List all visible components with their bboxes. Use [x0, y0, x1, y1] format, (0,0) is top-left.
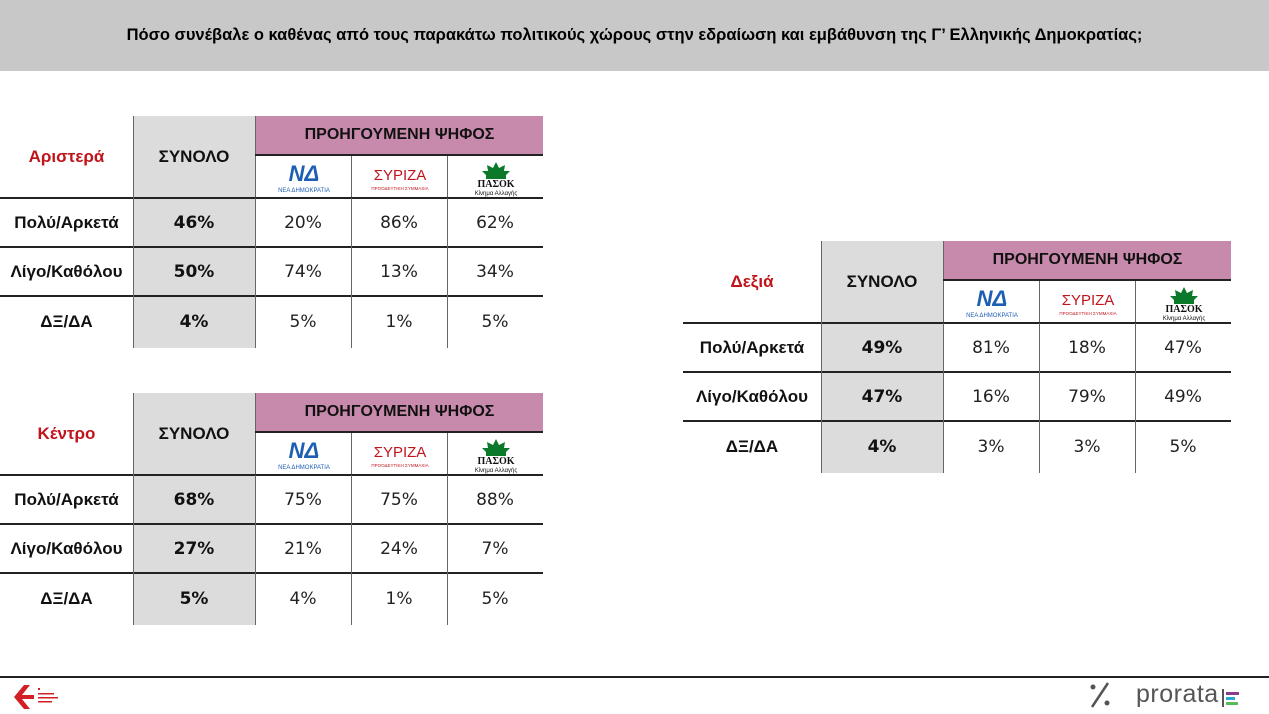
- table-left: [0, 116, 543, 348]
- divider: [133, 116, 134, 348]
- table-row: [0, 573, 543, 625]
- table-header: [683, 241, 1231, 323]
- footer-divider: [0, 676, 1269, 678]
- nd-value: 21%: [284, 538, 322, 559]
- prorata-logo: [1136, 680, 1240, 709]
- syriza-value: 24%: [380, 538, 418, 559]
- total-value: 27%: [133, 524, 255, 573]
- party-logos: [943, 279, 1231, 323]
- header-bar: [0, 0, 1269, 71]
- row-label: Λίγο/Καθόλου: [10, 261, 123, 281]
- syriza-logo-name: ΣΥΡΙΖΑ: [373, 167, 426, 184]
- nd-logo-icon: [943, 281, 1039, 325]
- total-value: 5%: [133, 573, 255, 625]
- previous-vote-label: ΠΡΟΗΓΟΥΜΕΝΗ ΨΗΦΟΣ: [255, 116, 543, 154]
- syriza-value: 1%: [385, 589, 413, 609]
- previous-vote-header: [255, 393, 543, 475]
- divider: [683, 322, 1231, 324]
- pasok-logo-icon: [1135, 281, 1231, 325]
- table-row: [0, 198, 543, 247]
- group-label: Κέντρο: [37, 424, 96, 443]
- divider: [0, 474, 543, 476]
- syriza-value: 1%: [385, 312, 413, 332]
- nd-value: 81%: [972, 337, 1010, 358]
- divider: [1135, 323, 1136, 473]
- nd-value: 75%: [284, 489, 322, 510]
- party-logos: [255, 154, 543, 198]
- pasok-value: 5%: [481, 589, 509, 609]
- svg-text:ΝΔ: ΝΔ: [288, 161, 319, 186]
- table-row: [683, 421, 1231, 473]
- divider: [943, 323, 944, 473]
- total-value: 4%: [133, 296, 255, 348]
- page-title: Πόσο συνέβαλε ο καθένας από τους παρακάτω πολιτικούς χώρους στην εδραίωση και εμβάθυνση της Γ’ Ελληνικής Δημοκρατίας;: [126, 26, 1143, 44]
- total-value: 49%: [821, 323, 943, 372]
- divider: [351, 198, 352, 348]
- syriza-value: 18%: [1068, 337, 1106, 358]
- pasok-value: 7%: [481, 538, 509, 559]
- pasok-logo-name: ΠΑΣΟΚ: [476, 179, 515, 190]
- nd-logo-icon: [255, 156, 351, 200]
- syriza-value: 13%: [380, 261, 418, 282]
- row-label: Πολύ/Αρκετά: [14, 212, 119, 232]
- divider: [683, 371, 1231, 373]
- table-row: [0, 524, 543, 573]
- syriza-logo-text: ΠΡΟΟΔΕΥΤΙΚΗ ΣΥΜΜΑΧΙΑ: [1058, 311, 1117, 316]
- row-label: Λίγο/Καθόλου: [10, 538, 123, 558]
- row-label: Λίγο/Καθόλου: [695, 386, 809, 406]
- table-right: [683, 241, 1231, 473]
- party-logos: [255, 431, 543, 475]
- nd-value: 3%: [977, 437, 1005, 457]
- total-header: ΣΥΝΟΛΟ: [821, 241, 943, 323]
- row-label: ΔΞ/ΔΑ: [40, 312, 93, 331]
- pasok-logo-icon: [447, 433, 543, 477]
- syriza-value: 86%: [380, 212, 418, 233]
- pasok-logo-name: ΠΑΣΟΚ: [476, 456, 515, 467]
- table-header: [0, 116, 543, 198]
- footer-brand: [1088, 680, 1240, 709]
- pasok-value: 49%: [1164, 386, 1202, 407]
- table-header: [0, 393, 543, 475]
- syriza-logo-icon: [1039, 281, 1135, 325]
- syriza-logo-text: ΠΡΟΟΔΕΥΤΙΚΗ ΣΥΜΜΑΧΙΑ: [370, 463, 429, 468]
- pasok-value: 62%: [476, 212, 514, 233]
- previous-vote-header: [255, 116, 543, 198]
- row-label: ΔΞ/ΔΑ: [40, 589, 93, 608]
- divider: [255, 475, 256, 625]
- pasok-value: 88%: [476, 489, 514, 510]
- previous-vote-label: ΠΡΟΗΓΟΥΜΕΝΗ ΨΗΦΟΣ: [255, 393, 543, 431]
- row-label: Πολύ/Αρκετά: [14, 489, 119, 509]
- syriza-logo-icon: [351, 433, 447, 477]
- pasok-value: 47%: [1164, 337, 1202, 358]
- syriza-logo-text: ΠΡΟΟΔΕΥΤΙΚΗ ΣΥΜΜΑΧΙΑ: [370, 186, 429, 191]
- pasok-value: 5%: [1169, 437, 1197, 457]
- pasok-logo-text: Κίνημα Αλλαγής: [474, 468, 517, 474]
- prorata-wordmark: prorata: [1136, 680, 1219, 708]
- nd-value: 16%: [972, 386, 1010, 407]
- row-label: Πολύ/Αρκετά: [699, 337, 805, 357]
- divider: [0, 295, 543, 297]
- divider: [255, 198, 256, 348]
- left-brand-logo-icon: [12, 683, 68, 714]
- nd-logo-icon: [255, 433, 351, 477]
- pasok-logo-text: Κίνημα Αλλαγής: [1162, 316, 1205, 322]
- total-value: 46%: [133, 198, 255, 247]
- divider: [0, 572, 543, 574]
- syriza-value: 75%: [380, 489, 418, 510]
- table-row: [683, 323, 1231, 372]
- table-row: [683, 372, 1231, 421]
- nd-value: 74%: [284, 261, 322, 282]
- divider: [351, 475, 352, 625]
- svg-text:ΝΔ: ΝΔ: [288, 438, 319, 463]
- divider: [447, 198, 448, 348]
- total-value: 47%: [821, 372, 943, 421]
- pasok-value: 5%: [481, 312, 509, 332]
- percent-mark-icon: [1088, 681, 1112, 709]
- table-row: [0, 475, 543, 524]
- pasok-logo-icon: [447, 156, 543, 200]
- table-row: [0, 247, 543, 296]
- nd-logo-text: ΝΕΑ ΔΗΜΟΚΡΑΤΙΑ: [965, 313, 1018, 319]
- pasok-logo-text: Κίνημα Αλλαγής: [474, 191, 517, 197]
- group-label: Αριστερά: [28, 147, 105, 166]
- divider: [133, 393, 134, 625]
- syriza-value: 79%: [1068, 386, 1106, 407]
- prorata-bars-icon: [1222, 685, 1240, 709]
- syriza-logo-name: ΣΥΡΙΖΑ: [1061, 292, 1114, 309]
- row-label: ΔΞ/ΔΑ: [725, 437, 779, 456]
- syriza-logo-icon: [351, 156, 447, 200]
- divider: [0, 197, 543, 199]
- total-value: 4%: [821, 421, 943, 473]
- divider: [447, 475, 448, 625]
- pasok-logo-name: ΠΑΣΟΚ: [1164, 304, 1203, 315]
- total-value: 50%: [133, 247, 255, 296]
- total-header: ΣΥΝΟΛΟ: [133, 393, 255, 475]
- divider: [683, 420, 1231, 422]
- total-value: 68%: [133, 475, 255, 524]
- previous-vote-label: ΠΡΟΗΓΟΥΜΕΝΗ ΨΗΦΟΣ: [943, 241, 1231, 279]
- nd-value: 20%: [284, 212, 322, 233]
- nd-value: 5%: [289, 312, 317, 332]
- syriza-logo-name: ΣΥΡΙΖΑ: [373, 444, 426, 461]
- divider: [1039, 323, 1040, 473]
- divider: [821, 241, 822, 473]
- nd-logo-text: ΝΕΑ ΔΗΜΟΚΡΑΤΙΑ: [277, 188, 330, 194]
- group-label: Δεξιά: [730, 272, 774, 291]
- divider: [0, 523, 543, 525]
- nd-value: 4%: [289, 589, 317, 609]
- nd-logo-text: ΝΕΑ ΔΗΜΟΚΡΑΤΙΑ: [277, 465, 330, 471]
- table-row: [0, 296, 543, 348]
- table-center: [0, 393, 543, 625]
- total-header: ΣΥΝΟΛΟ: [133, 116, 255, 198]
- previous-vote-header: [943, 241, 1231, 323]
- divider: [0, 246, 543, 248]
- svg-text:ΝΔ: ΝΔ: [976, 286, 1007, 311]
- pasok-value: 34%: [476, 261, 514, 282]
- syriza-value: 3%: [1073, 437, 1101, 457]
